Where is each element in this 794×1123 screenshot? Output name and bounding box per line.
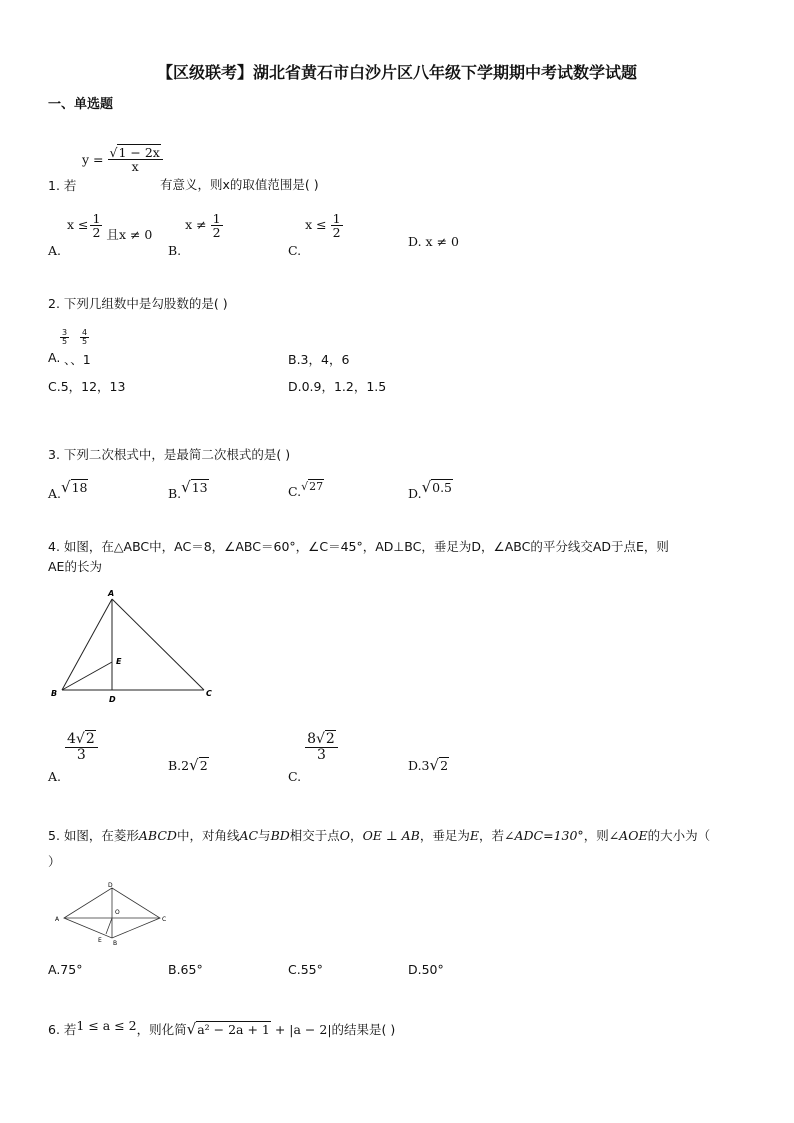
q5-m5: OE ⊥ AB <box>362 828 420 843</box>
q5-label-b: B <box>113 940 118 947</box>
q1-b-x: x ≠ <box>185 217 207 233</box>
q4-stem-line1: 4. 如图，在△ABC中，AC＝8，∠ABC＝60°，∠C＝45°，AD⊥BC，垂足为D，∠ABC的平分线交AD于点E，则 <box>48 539 669 554</box>
q5-perpendicular-oe <box>106 918 112 934</box>
q3-b-radicand: 13 <box>191 480 208 495</box>
q1-option-b[interactable] <box>168 211 223 259</box>
q5-m1: ABCD <box>138 828 177 843</box>
q5-stem-line2: ） <box>48 854 61 869</box>
q5-p7: ，若 <box>479 828 505 843</box>
q6-p1: 6. 若 <box>48 1022 77 1037</box>
q1-expression <box>82 146 163 173</box>
q4-option-c[interactable] <box>288 731 338 784</box>
q5-option-b[interactable]: B.65° <box>168 962 203 977</box>
q4-edge-ac <box>112 599 204 690</box>
q4-c-den: 3 <box>317 746 326 763</box>
q5-m3: BD <box>270 828 290 843</box>
q5-label-a: A <box>55 916 60 923</box>
q1-d-x: x ≠ 0 <box>425 234 459 249</box>
q6-stem <box>48 1020 395 1038</box>
q4-a-den: 3 <box>76 746 86 763</box>
q6-radicand: a² − 2a + 1 <box>197 1022 270 1037</box>
q3-d-label: D. <box>408 486 422 501</box>
q2-option-c[interactable]: C.5，12，13 <box>48 379 126 394</box>
q2-a-n1: 3 <box>62 328 68 337</box>
q1-b-num: 1 <box>212 211 221 226</box>
q4-triangle-figure <box>46 588 226 708</box>
q5-label-c: C <box>162 916 167 923</box>
q1-b-fraction <box>211 212 223 239</box>
q1-expr-fraction <box>108 146 163 173</box>
q4-stem-line2: AE的长为 <box>48 559 102 574</box>
q5-p5: ， <box>350 828 363 843</box>
q3-b-label: B. <box>168 486 182 501</box>
q3-a-label: A. <box>48 486 62 501</box>
q5-m2: AC <box>239 828 259 843</box>
q5-rhombus-figure <box>46 880 176 950</box>
q6-p2: ，则化简 <box>136 1022 187 1037</box>
q4-label-e: E <box>116 657 122 666</box>
q1-a-label: A. <box>48 243 62 259</box>
q3-a-radicand: 18 <box>71 480 88 495</box>
q2-a-frac2 <box>80 329 89 347</box>
q2-a-d2: 5 <box>82 337 88 347</box>
q2-a-n2: 4 <box>82 328 88 337</box>
q5-stem-line1 <box>48 826 710 844</box>
q4-option-b[interactable]: B.2√2 <box>168 756 208 774</box>
q2-option-b[interactable]: B.3，4，6 <box>288 352 350 367</box>
q1-c-x: x ≤ <box>305 217 327 233</box>
q1-a-and: 且 <box>106 227 119 243</box>
q4-option-d[interactable]: D.3√2 <box>408 756 449 774</box>
q3-c-label: C. <box>288 484 302 499</box>
page-title: 【区级联考】湖北省黄石市白沙片区八年级下学期期中考试数学试题 <box>156 63 637 82</box>
q4-a-radicand: 2 <box>85 731 95 747</box>
q2-option-a[interactable] <box>48 350 60 365</box>
q1-expr-numerator: √1 − 2x <box>108 146 163 160</box>
q1-c-den: 2 <box>332 225 341 241</box>
q1-option-d[interactable] <box>408 234 459 249</box>
q4-label-d: D <box>109 695 116 704</box>
q3-option-c[interactable]: C.√27 <box>288 480 324 499</box>
q2-a-frac1 <box>60 329 69 347</box>
q2-stem: 2. 下列几组数中是勾股数的是( ) <box>48 296 228 311</box>
q4-b-label: B.2 <box>168 758 190 773</box>
q1-a-fraction <box>90 212 102 239</box>
q5-option-d[interactable]: D.50° <box>408 962 444 977</box>
q4-c-coef: 8 <box>307 731 316 747</box>
q4-label-a: A <box>108 589 115 598</box>
q1-a-x: x ≤ <box>67 217 89 233</box>
q1-c-fraction <box>331 212 343 239</box>
q2-a-d1: 5 <box>62 337 68 347</box>
q1-d-label: D. <box>408 234 422 249</box>
q6-radical: √a² − 2a + 1 <box>186 1020 270 1038</box>
q4-a-fraction: $\frac{4√2}{3}$ <box>65 732 98 762</box>
q2-a-label: A. <box>48 350 61 365</box>
q5-p1: 5. 如图，在菱形 <box>48 828 139 843</box>
q1-b-den: 2 <box>212 225 221 241</box>
q4-a-label: A. <box>48 768 62 784</box>
q4-a-coef: 4 <box>67 731 76 747</box>
q3-option-d[interactable]: D.√0.5 <box>408 478 453 501</box>
q1-a-den: 2 <box>92 225 101 241</box>
q3-option-a[interactable]: A.√18 <box>48 478 88 501</box>
q3-d-radicand: 0.5 <box>432 480 453 495</box>
q4-c-fraction: $\frac{8√2}{3}$ <box>305 732 338 762</box>
q5-p6: ，垂足为 <box>419 828 470 843</box>
q4-label-b: B <box>51 689 58 698</box>
q4-d-label: D.3 <box>408 758 430 773</box>
q5-p4: 相交于点 <box>289 828 340 843</box>
q1-c-num: 1 <box>332 211 341 226</box>
q1-option-a[interactable] <box>48 211 153 259</box>
q5-m7: ∠ADC=130° <box>504 828 584 843</box>
q5-m6: E <box>469 828 479 843</box>
q5-option-c[interactable]: C.55° <box>288 962 323 977</box>
q3-c-radicand: 27 <box>309 480 324 493</box>
section-heading: 一、单选题 <box>48 97 114 112</box>
q1-expr-denominator: x <box>131 159 139 175</box>
q1-expr-y: y = <box>82 152 104 168</box>
q5-label-o: O <box>115 909 120 916</box>
q5-p3: 与 <box>258 828 271 843</box>
q1-b-label: B. <box>168 243 182 259</box>
q4-label-c: C <box>206 689 212 698</box>
q3-stem: 3. 下列二次根式中，是最简二次根式的是( ) <box>48 447 291 462</box>
q5-m8: ∠AOE <box>608 828 648 843</box>
q2-option-d[interactable]: D.0.9，1.2，1.5 <box>288 379 387 394</box>
q1-option-c[interactable] <box>288 211 343 259</box>
q4-option-a[interactable] <box>48 731 98 784</box>
q5-p9: 的大小为（ <box>647 828 711 843</box>
q5-p8: ，则 <box>583 828 609 843</box>
q5-p2: 中，对角线 <box>176 828 240 843</box>
q1-a-tail: x ≠ 0 <box>118 227 153 243</box>
q5-m4: O <box>339 828 351 843</box>
q5-label-d: D <box>108 882 113 889</box>
q4-b-radicand: 2 <box>199 758 208 773</box>
q4-c-radicand: 2 <box>325 731 335 747</box>
q6-m2: + |a − 2| <box>270 1022 332 1037</box>
q2-a-tail: 、、1 <box>64 352 91 367</box>
q5-option-a[interactable]: A.75° <box>48 962 83 977</box>
q1-c-label: C. <box>288 243 302 259</box>
q1-a-num: 1 <box>92 211 101 226</box>
q6-p3: 的结果是( ) <box>331 1022 396 1037</box>
q3-option-b[interactable]: B.√13 <box>168 478 208 501</box>
q1-expr-radicand: 1 − 2x <box>118 145 160 160</box>
q1-text: 有意义，则x的取值范围是( ) <box>160 177 319 192</box>
q5-label-e: E <box>98 937 102 944</box>
q4-d-radicand: 2 <box>440 758 449 773</box>
q4-c-label: C. <box>288 768 302 784</box>
q6-m1: 1 ≤ a ≤ 2 <box>76 1018 137 1033</box>
q1-number: 1. 若 <box>48 178 77 193</box>
